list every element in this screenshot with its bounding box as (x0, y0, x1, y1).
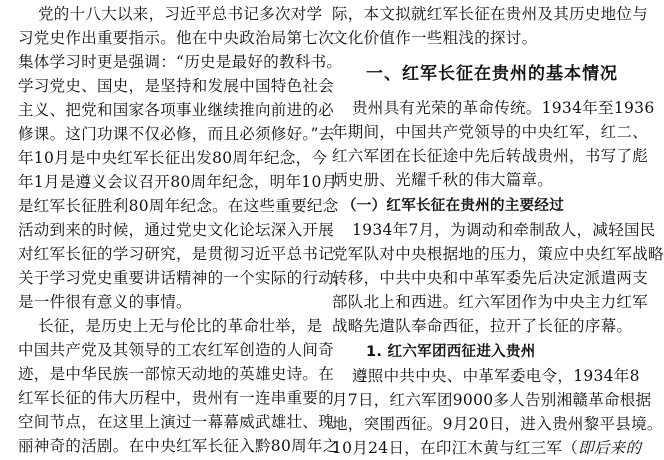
paragraph-line: 是红军长征胜利80周年纪念。在这些重要纪念 (18, 197, 339, 215)
paragraph-line: 1934年7月，为调动和牵制敌人，减轻国民 (352, 221, 656, 239)
paragraph-line: 文化价值作一些粗浅的探讨。 (332, 29, 538, 47)
paragraph-line: 年1月是遵义会议召开80周年纪念，明年10月 (18, 173, 338, 191)
paragraph-line (332, 436, 641, 460)
paragraph-line: 空间节点，在这里上演过一幕幕威武雄壮、瑰 (18, 413, 335, 431)
paragraph-line: 遵照中共中央、中革军委电令，1934年8 (352, 367, 640, 385)
section-heading: 一、红军长征在贵州的基本情况 (366, 64, 618, 84)
paragraph-line: 长征，是历史上无与伦比的革命壮举，是 (38, 317, 323, 335)
paragraph-line: 活动到来的时候，通过党史文化论坛深入开展 (18, 221, 335, 239)
paragraph-line: 修课。这门功课不仅必修，而且必须修好。”去 (18, 125, 335, 143)
paragraph-line: 转移，中共中央和中革军委先后决定派遣两支 (332, 269, 649, 287)
paragraph-line: 部队北上和西进。红六军团作为中央主力红军 (332, 293, 649, 311)
paragraph-line: 中国共产党及其领导的工农红军创造的人间奇 (18, 341, 335, 359)
paragraph-line: 贵州具有光荣的革命传统。1934年至1936 (352, 99, 655, 117)
paragraph-line: 集体学习时更是强调：“历史是最好的教科书。 (18, 53, 343, 71)
paragraph-line: 关于学习党史重要讲话精神的一个实际的行动， (18, 269, 350, 287)
paragraph-line: 党的十八大以来，习近平总书记多次对学 (38, 5, 323, 23)
inline-note: 即后来的 (578, 439, 642, 457)
paragraph-line: 炳史册、光耀千秋的伟大篇章。 (332, 171, 554, 189)
item-heading: 1. 红六军团西征进入贵州 (366, 344, 536, 360)
paragraph-line: 地，突围西征。9月20日，进入贵州黎平县境。 (332, 415, 663, 433)
paragraph-line: 主义、把党和国家各项事业继续推向前进的必 (18, 101, 335, 119)
paragraph-line: 际，本文拟就红军长征在贵州及其历史地位与 (332, 5, 649, 23)
paragraph-line: 月7日，红六军团9000多人告别湘赣革命根据 (332, 391, 652, 409)
paragraph-line: 习党史作出重要指示。他在中央政治局第七次 (18, 29, 335, 47)
paragraph-text: 10月24日，在印江木黄与红三军（ (332, 439, 579, 457)
paragraph-line: 学习党史、国史，是坚持和发展中国特色社会 (18, 77, 335, 95)
paragraph-line: 丽神奇的活剧。在中央红军长征入黔80周年之 (18, 437, 339, 455)
paragraph-line: 对红军长征的学习研究，是贯彻习近平总书记 (18, 245, 335, 263)
subsection-heading: （一）红军长征在贵州的主要经过 (342, 198, 564, 214)
paragraph-line: 年10月是中央红军长征出发80周年纪念，今 (18, 149, 328, 167)
paragraph-line: 是一件很有意义的事情。 (18, 293, 192, 311)
paragraph-line: 红军长征的伟大历程中，贵州有一连串重要的 (18, 389, 335, 407)
paragraph-line: 年期间，中国共产党领导的中央红军，红二、 (332, 123, 649, 141)
paragraph-line: 战略先遣队奉命西征，拉开了长征的序幕。 (332, 317, 633, 335)
paragraph-line: 迹，是中华民族一部惊天动地的英雄史诗。在 (18, 365, 335, 383)
paragraph-line: 党军队对中央根据地的压力，策应中央红军战略 (332, 245, 664, 263)
paragraph-line: 红六军团在长征途中先后转战贵州，书写了彪 (332, 147, 649, 165)
